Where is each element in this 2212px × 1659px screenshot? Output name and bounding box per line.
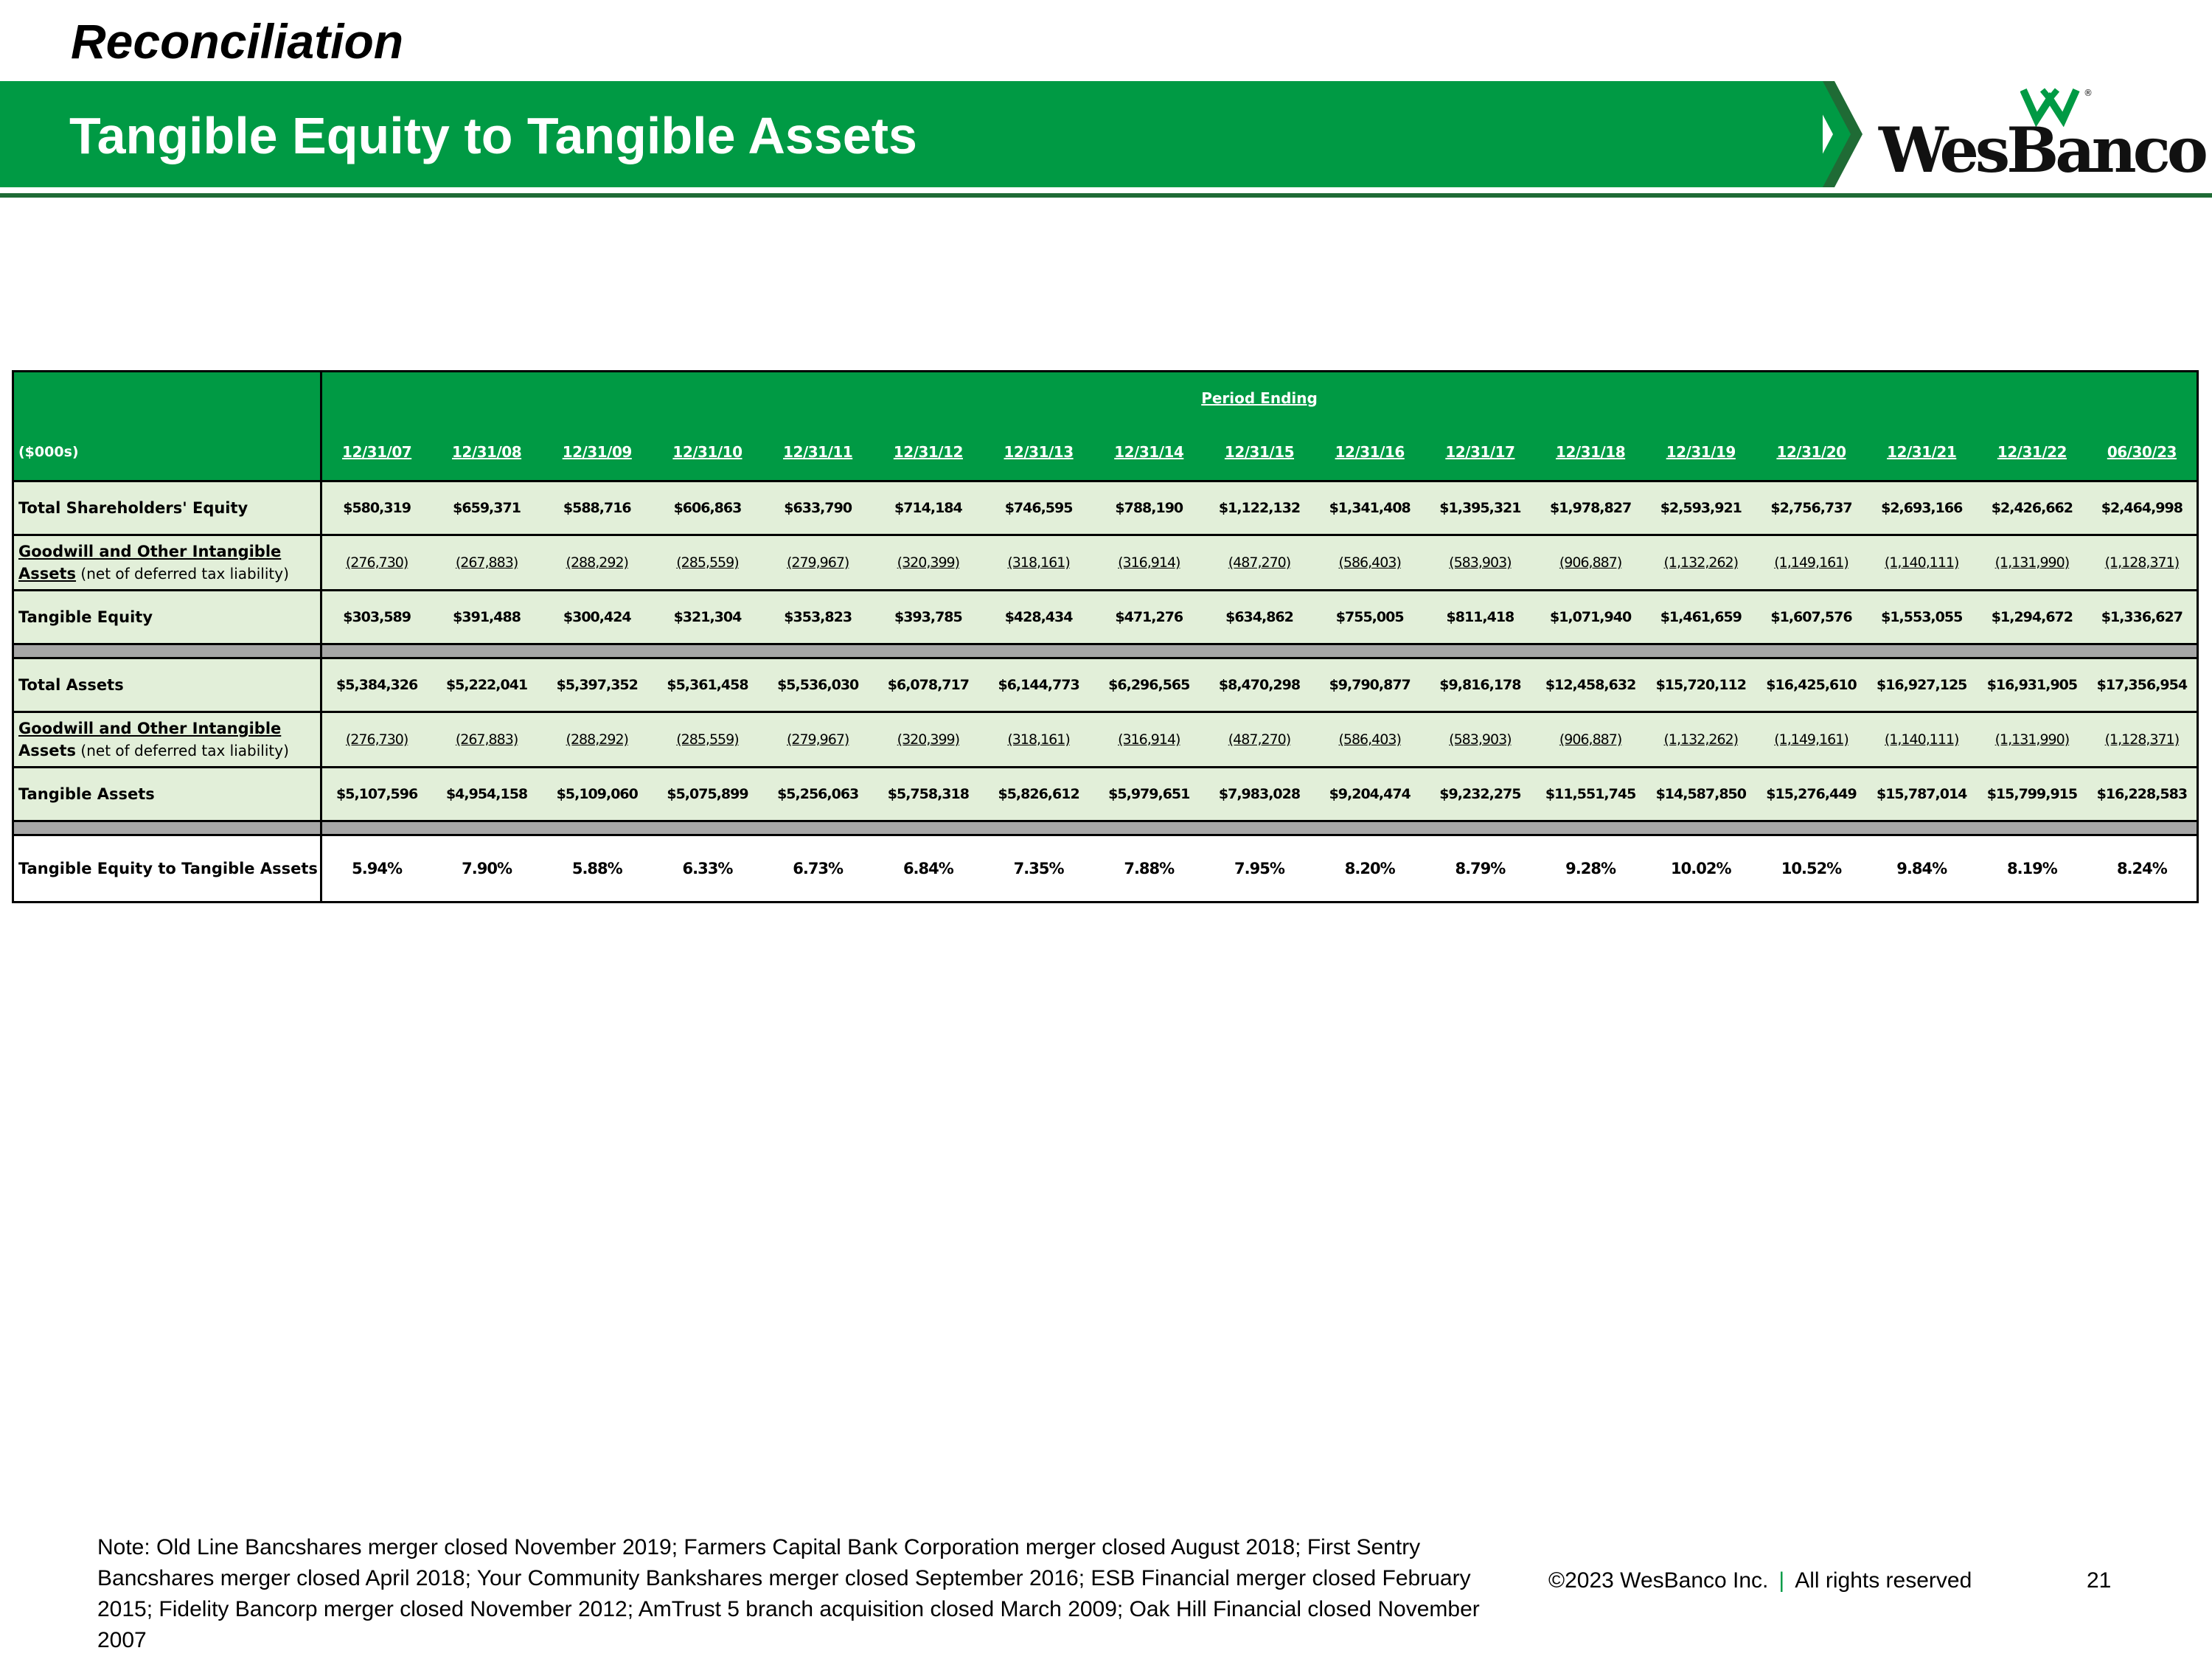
- value-text: (487,270): [1228, 554, 1291, 571]
- value-text: (1,149,161): [1774, 731, 1848, 748]
- table-row-tangible-assets: [13, 768, 2198, 821]
- separator-row: [13, 644, 2198, 658]
- period-ending-label: Period Ending: [321, 372, 2198, 425]
- value-text: (320,399): [897, 554, 960, 571]
- value-text: (288,292): [566, 731, 628, 748]
- value-cell: $5,222,041: [431, 658, 542, 712]
- value-cell: [762, 712, 873, 768]
- value-cell: $9,816,178: [1425, 658, 1536, 712]
- date-header-cell: [1093, 424, 1204, 481]
- separator-cell: [984, 644, 1094, 658]
- value-cell: 6.84%: [873, 835, 984, 902]
- separator-cell: [873, 644, 984, 658]
- value-cell: [2087, 535, 2198, 591]
- value-text: (318,161): [1007, 731, 1070, 748]
- value-cell: $15,799,915: [1977, 768, 2087, 821]
- value-cell: [1315, 712, 1425, 768]
- value-text: (1,132,262): [1663, 731, 1739, 748]
- separator-cell: [653, 821, 763, 835]
- row-label: [13, 712, 321, 768]
- value-cell: $755,005: [1315, 591, 1425, 644]
- separator-cell: [762, 644, 873, 658]
- date-label: 12/31/14: [1114, 443, 1184, 461]
- value-cell: $8,470,298: [1204, 658, 1315, 712]
- separator-cell: [2087, 644, 2198, 658]
- value-cell: $1,607,576: [1756, 591, 1867, 644]
- separator-row: [13, 821, 2198, 835]
- date-header-cell: [542, 424, 653, 481]
- value-cell: [984, 712, 1094, 768]
- value-cell: $4,954,158: [431, 768, 542, 821]
- value-cell: [431, 712, 542, 768]
- value-cell: 7.88%: [1093, 835, 1204, 902]
- value-text: (1,128,371): [2104, 554, 2180, 571]
- separator-cell: [1646, 644, 1756, 658]
- slide-title: Tangible Equity to Tangible Assets: [69, 107, 917, 164]
- value-text: (1,128,371): [2104, 731, 2180, 748]
- value-cell: 8.20%: [1315, 835, 1425, 902]
- value-cell: $746,595: [984, 481, 1094, 535]
- table-row-ratio: [13, 835, 2198, 902]
- value-text: (1,131,990): [1994, 731, 2070, 748]
- value-text: (906,887): [1559, 731, 1622, 748]
- value-cell: $5,979,651: [1093, 768, 1204, 821]
- value-cell: $2,464,998: [2087, 481, 2198, 535]
- value-text: (285,559): [676, 554, 739, 571]
- date-label: 12/31/08: [452, 443, 522, 461]
- value-text: (487,270): [1228, 731, 1291, 748]
- value-cell: $1,553,055: [1866, 591, 1977, 644]
- value-cell: [1646, 712, 1756, 768]
- separator-cell: [1756, 644, 1867, 658]
- value-cell: $1,336,627: [2087, 591, 2198, 644]
- value-cell: $11,551,745: [1535, 768, 1646, 821]
- value-cell: $15,276,449: [1756, 768, 1867, 821]
- value-text: (285,559): [676, 731, 739, 748]
- value-cell: $14,587,850: [1646, 768, 1756, 821]
- date-header-cell: [1535, 424, 1646, 481]
- value-text: (276,730): [345, 731, 408, 748]
- value-cell: $811,418: [1425, 591, 1536, 644]
- date-header-cell: [1756, 424, 1867, 481]
- value-text: (267,883): [455, 554, 518, 571]
- value-cell: $2,693,166: [1866, 481, 1977, 535]
- separator-cell: [13, 821, 321, 835]
- value-cell: 9.84%: [1866, 835, 1977, 902]
- value-cell: $9,232,275: [1425, 768, 1536, 821]
- value-cell: [984, 535, 1094, 591]
- value-cell: $5,256,063: [762, 768, 873, 821]
- separator-cell: [1756, 821, 1867, 835]
- value-cell: $588,716: [542, 481, 653, 535]
- value-text: (583,903): [1449, 554, 1512, 571]
- value-cell: [1756, 712, 1867, 768]
- separator-cell: [1315, 644, 1425, 658]
- value-cell: $1,122,132: [1204, 481, 1315, 535]
- date-label: 06/30/23: [2107, 443, 2177, 461]
- value-cell: $659,371: [431, 481, 542, 535]
- value-cell: $633,790: [762, 481, 873, 535]
- value-cell: $393,785: [873, 591, 984, 644]
- value-cell: 10.02%: [1646, 835, 1756, 902]
- value-cell: $2,593,921: [1646, 481, 1756, 535]
- value-cell: $12,458,632: [1535, 658, 1646, 712]
- value-cell: $7,983,028: [1204, 768, 1315, 821]
- date-label: 12/31/07: [342, 443, 412, 461]
- value-cell: $606,863: [653, 481, 763, 535]
- value-cell: [762, 535, 873, 591]
- value-cell: [321, 712, 432, 768]
- value-cell: [321, 535, 432, 591]
- value-cell: $580,319: [321, 481, 432, 535]
- value-cell: 8.24%: [2087, 835, 2198, 902]
- value-cell: $5,075,899: [653, 768, 763, 821]
- separator-cell: [1866, 644, 1977, 658]
- value-cell: [1866, 535, 1977, 591]
- value-cell: 7.35%: [984, 835, 1094, 902]
- date-header-cell: [1646, 424, 1756, 481]
- date-label: 12/31/19: [1666, 443, 1736, 461]
- table-row-tangible-equity: [13, 591, 2198, 644]
- footnote: Note: Old Line Bancshares merger closed November 2019; Farmers Capital Bank Corporation merger closed August 2018; First Sentry Bancshares merger closed April 2018; Your Community Bankshares merger closed September 2016; ESB Financial merger closed February 2015; Fidelity Bancorp merger closed November 2012; AmTrust 5 branch acquisition closed March 2009; Oak Hill Financial closed November 2007: [97, 1535, 1480, 1652]
- value-text: (267,883): [455, 731, 518, 748]
- copyright-text: ©2023 WesBanco Inc.: [1548, 1568, 1769, 1593]
- separator-cell: [1535, 821, 1646, 835]
- row-label-main: Goodwill and Other Intangible: [18, 720, 282, 737]
- value-cell: $5,107,596: [321, 768, 432, 821]
- section-title: Reconciliation: [71, 14, 404, 69]
- banner-rule: [0, 193, 2212, 198]
- row-label: Total Assets: [13, 658, 321, 712]
- date-header-cell: [653, 424, 763, 481]
- value-cell: 6.73%: [762, 835, 873, 902]
- date-header-cell: [1204, 424, 1315, 481]
- value-cell: $2,756,737: [1756, 481, 1867, 535]
- value-cell: $16,931,905: [1977, 658, 2087, 712]
- value-text: (1,140,111): [1884, 554, 1959, 571]
- date-header-cell: [1866, 424, 1977, 481]
- value-cell: 7.90%: [431, 835, 542, 902]
- value-cell: 6.33%: [653, 835, 763, 902]
- date-label: 12/31/10: [672, 443, 742, 461]
- separator-cell: [984, 821, 1094, 835]
- value-text: (276,730): [345, 554, 408, 571]
- copyright-notice: [1548, 1568, 1972, 1593]
- value-cell: 5.88%: [542, 835, 653, 902]
- value-cell: [1204, 712, 1315, 768]
- value-cell: [1315, 535, 1425, 591]
- value-cell: 8.79%: [1425, 835, 1536, 902]
- value-cell: $16,927,125: [1866, 658, 1977, 712]
- separator-cell: [2087, 821, 2198, 835]
- date-header-cell: [431, 424, 542, 481]
- value-cell: $428,434: [984, 591, 1094, 644]
- value-cell: $1,071,940: [1535, 591, 1646, 644]
- value-cell: $5,758,318: [873, 768, 984, 821]
- value-cell: $5,536,030: [762, 658, 873, 712]
- logo-wordmark: WesBanco: [1879, 114, 2205, 187]
- date-header-cell: [1425, 424, 1536, 481]
- date-label: 12/31/09: [562, 443, 632, 461]
- value-text: (586,403): [1338, 731, 1401, 748]
- separator-cell: [873, 821, 984, 835]
- value-cell: $6,078,717: [873, 658, 984, 712]
- value-text: (316,914): [1118, 554, 1180, 571]
- separator-cell: [1425, 644, 1536, 658]
- value-cell: $1,294,672: [1977, 591, 2087, 644]
- table-row-goodwill-assets: [13, 712, 2198, 768]
- value-text: (1,132,262): [1663, 554, 1739, 571]
- row-label: Tangible Equity: [13, 591, 321, 644]
- separator-cell: [1977, 821, 2087, 835]
- value-cell: [1977, 712, 2087, 768]
- footer-separator: |: [1778, 1568, 1785, 1593]
- value-text: (583,903): [1449, 731, 1512, 748]
- value-cell: $1,461,659: [1646, 591, 1756, 644]
- value-text: (288,292): [566, 554, 628, 571]
- value-cell: [431, 535, 542, 591]
- rights-text: All rights reserved: [1795, 1568, 1972, 1593]
- value-text: (1,131,990): [1994, 554, 2070, 571]
- value-cell: $788,190: [1093, 481, 1204, 535]
- wesbanco-logo: [1879, 87, 2205, 187]
- period-header-row: [13, 372, 2198, 425]
- value-cell: $303,589: [321, 591, 432, 644]
- value-text: (320,399): [897, 731, 960, 748]
- value-cell: $714,184: [873, 481, 984, 535]
- date-label: 12/31/11: [783, 443, 853, 461]
- value-text: (906,887): [1559, 554, 1622, 571]
- value-text: (1,149,161): [1774, 554, 1848, 571]
- value-cell: $634,862: [1204, 591, 1315, 644]
- date-header-row: [13, 424, 2198, 481]
- date-label: 12/31/17: [1445, 443, 1515, 461]
- value-cell: [873, 535, 984, 591]
- table-row-total-equity: [13, 481, 2198, 535]
- value-cell: $391,488: [431, 591, 542, 644]
- value-cell: [653, 712, 763, 768]
- separator-cell: [1425, 821, 1536, 835]
- page-number: 21: [2087, 1568, 2112, 1593]
- value-cell: [1646, 535, 1756, 591]
- reconciliation-table: [12, 370, 2199, 903]
- units-label: ($000s): [13, 424, 321, 481]
- value-cell: $5,109,060: [542, 768, 653, 821]
- date-header-cell: [321, 424, 432, 481]
- date-label: 12/31/15: [1224, 443, 1295, 461]
- row-label: Tangible Equity to Tangible Assets: [13, 835, 321, 902]
- value-cell: $5,384,326: [321, 658, 432, 712]
- row-label: [13, 535, 321, 591]
- value-cell: 8.19%: [1977, 835, 2087, 902]
- table-row-goodwill-equity: [13, 535, 2198, 591]
- value-text: (318,161): [1007, 554, 1070, 571]
- date-label: 12/31/12: [893, 443, 963, 461]
- value-cell: [1093, 712, 1204, 768]
- row-label-note: (net of deferred tax liability): [76, 742, 289, 759]
- value-cell: $5,361,458: [653, 658, 763, 712]
- value-cell: 10.52%: [1756, 835, 1867, 902]
- separator-cell: [1535, 644, 1646, 658]
- separator-cell: [542, 821, 653, 835]
- value-cell: $300,424: [542, 591, 653, 644]
- date-header-cell: [984, 424, 1094, 481]
- chevron-arrows-icon: [1805, 81, 1864, 187]
- value-cell: $1,978,827: [1535, 481, 1646, 535]
- separator-cell: [1866, 821, 1977, 835]
- value-cell: [542, 712, 653, 768]
- value-cell: $16,228,583: [2087, 768, 2198, 821]
- separator-cell: [1204, 821, 1315, 835]
- separator-cell: [321, 821, 432, 835]
- value-cell: $6,144,773: [984, 658, 1094, 712]
- separator-cell: [542, 644, 653, 658]
- separator-cell: [1093, 821, 1204, 835]
- date-label: 12/31/21: [1887, 443, 1957, 461]
- value-cell: $16,425,610: [1756, 658, 1867, 712]
- date-header-cell: [2087, 424, 2198, 481]
- value-text: (586,403): [1338, 554, 1401, 571]
- date-header-cell: [873, 424, 984, 481]
- date-header-cell: [762, 424, 873, 481]
- date-header-cell: [1977, 424, 2087, 481]
- value-cell: $5,826,612: [984, 768, 1094, 821]
- row-label: Total Shareholders' Equity: [13, 481, 321, 535]
- value-cell: $6,296,565: [1093, 658, 1204, 712]
- value-cell: [1425, 712, 1536, 768]
- row-label-assets: Assets: [18, 565, 77, 582]
- value-cell: $353,823: [762, 591, 873, 644]
- separator-cell: [13, 644, 321, 658]
- value-cell: [1866, 712, 1977, 768]
- value-cell: [1204, 535, 1315, 591]
- table-row-total-assets: [13, 658, 2198, 712]
- value-cell: 9.28%: [1535, 835, 1646, 902]
- value-cell: [873, 712, 984, 768]
- separator-cell: [1093, 644, 1204, 658]
- date-label: 12/31/18: [1556, 443, 1626, 461]
- value-cell: $17,356,954: [2087, 658, 2198, 712]
- separator-cell: [1646, 821, 1756, 835]
- value-cell: $5,397,352: [542, 658, 653, 712]
- separator-cell: [653, 644, 763, 658]
- date-label: 12/31/13: [1004, 443, 1074, 461]
- value-cell: 7.95%: [1204, 835, 1315, 902]
- row-label-main: Goodwill and Other Intangible: [18, 543, 282, 560]
- value-cell: [653, 535, 763, 591]
- header-corner-cell: [13, 372, 321, 425]
- value-cell: [1093, 535, 1204, 591]
- value-cell: $471,276: [1093, 591, 1204, 644]
- separator-cell: [1315, 821, 1425, 835]
- value-text: (1,140,111): [1884, 731, 1959, 748]
- row-label-note: (net of deferred tax liability): [76, 565, 289, 582]
- separator-cell: [431, 821, 542, 835]
- value-cell: $1,395,321: [1425, 481, 1536, 535]
- separator-cell: [762, 821, 873, 835]
- value-cell: $1,341,408: [1315, 481, 1425, 535]
- value-cell: $9,204,474: [1315, 768, 1425, 821]
- value-cell: $9,790,877: [1315, 658, 1425, 712]
- value-cell: $15,720,112: [1646, 658, 1756, 712]
- value-cell: [1535, 712, 1646, 768]
- date-header-cell: [1315, 424, 1425, 481]
- value-cell: [1977, 535, 2087, 591]
- row-label-assets: Assets: [18, 742, 77, 759]
- separator-cell: [1204, 644, 1315, 658]
- row-label: Tangible Assets: [13, 768, 321, 821]
- separator-cell: [1977, 644, 2087, 658]
- value-cell: [2087, 712, 2198, 768]
- value-cell: $15,787,014: [1866, 768, 1977, 821]
- value-text: (279,967): [786, 731, 849, 748]
- value-cell: [542, 535, 653, 591]
- value-cell: [1535, 535, 1646, 591]
- separator-cell: [321, 644, 432, 658]
- separator-cell: [431, 644, 542, 658]
- value-cell: $2,426,662: [1977, 481, 2087, 535]
- value-text: (316,914): [1118, 731, 1180, 748]
- svg-text:®: ®: [2084, 88, 2093, 98]
- value-cell: [1425, 535, 1536, 591]
- value-text: (279,967): [786, 554, 849, 571]
- value-cell: 5.94%: [321, 835, 432, 902]
- value-cell: [1756, 535, 1867, 591]
- date-label: 12/31/22: [1997, 443, 2067, 461]
- date-label: 12/31/20: [1776, 443, 1846, 461]
- value-cell: $321,304: [653, 591, 763, 644]
- date-label: 12/31/16: [1335, 443, 1405, 461]
